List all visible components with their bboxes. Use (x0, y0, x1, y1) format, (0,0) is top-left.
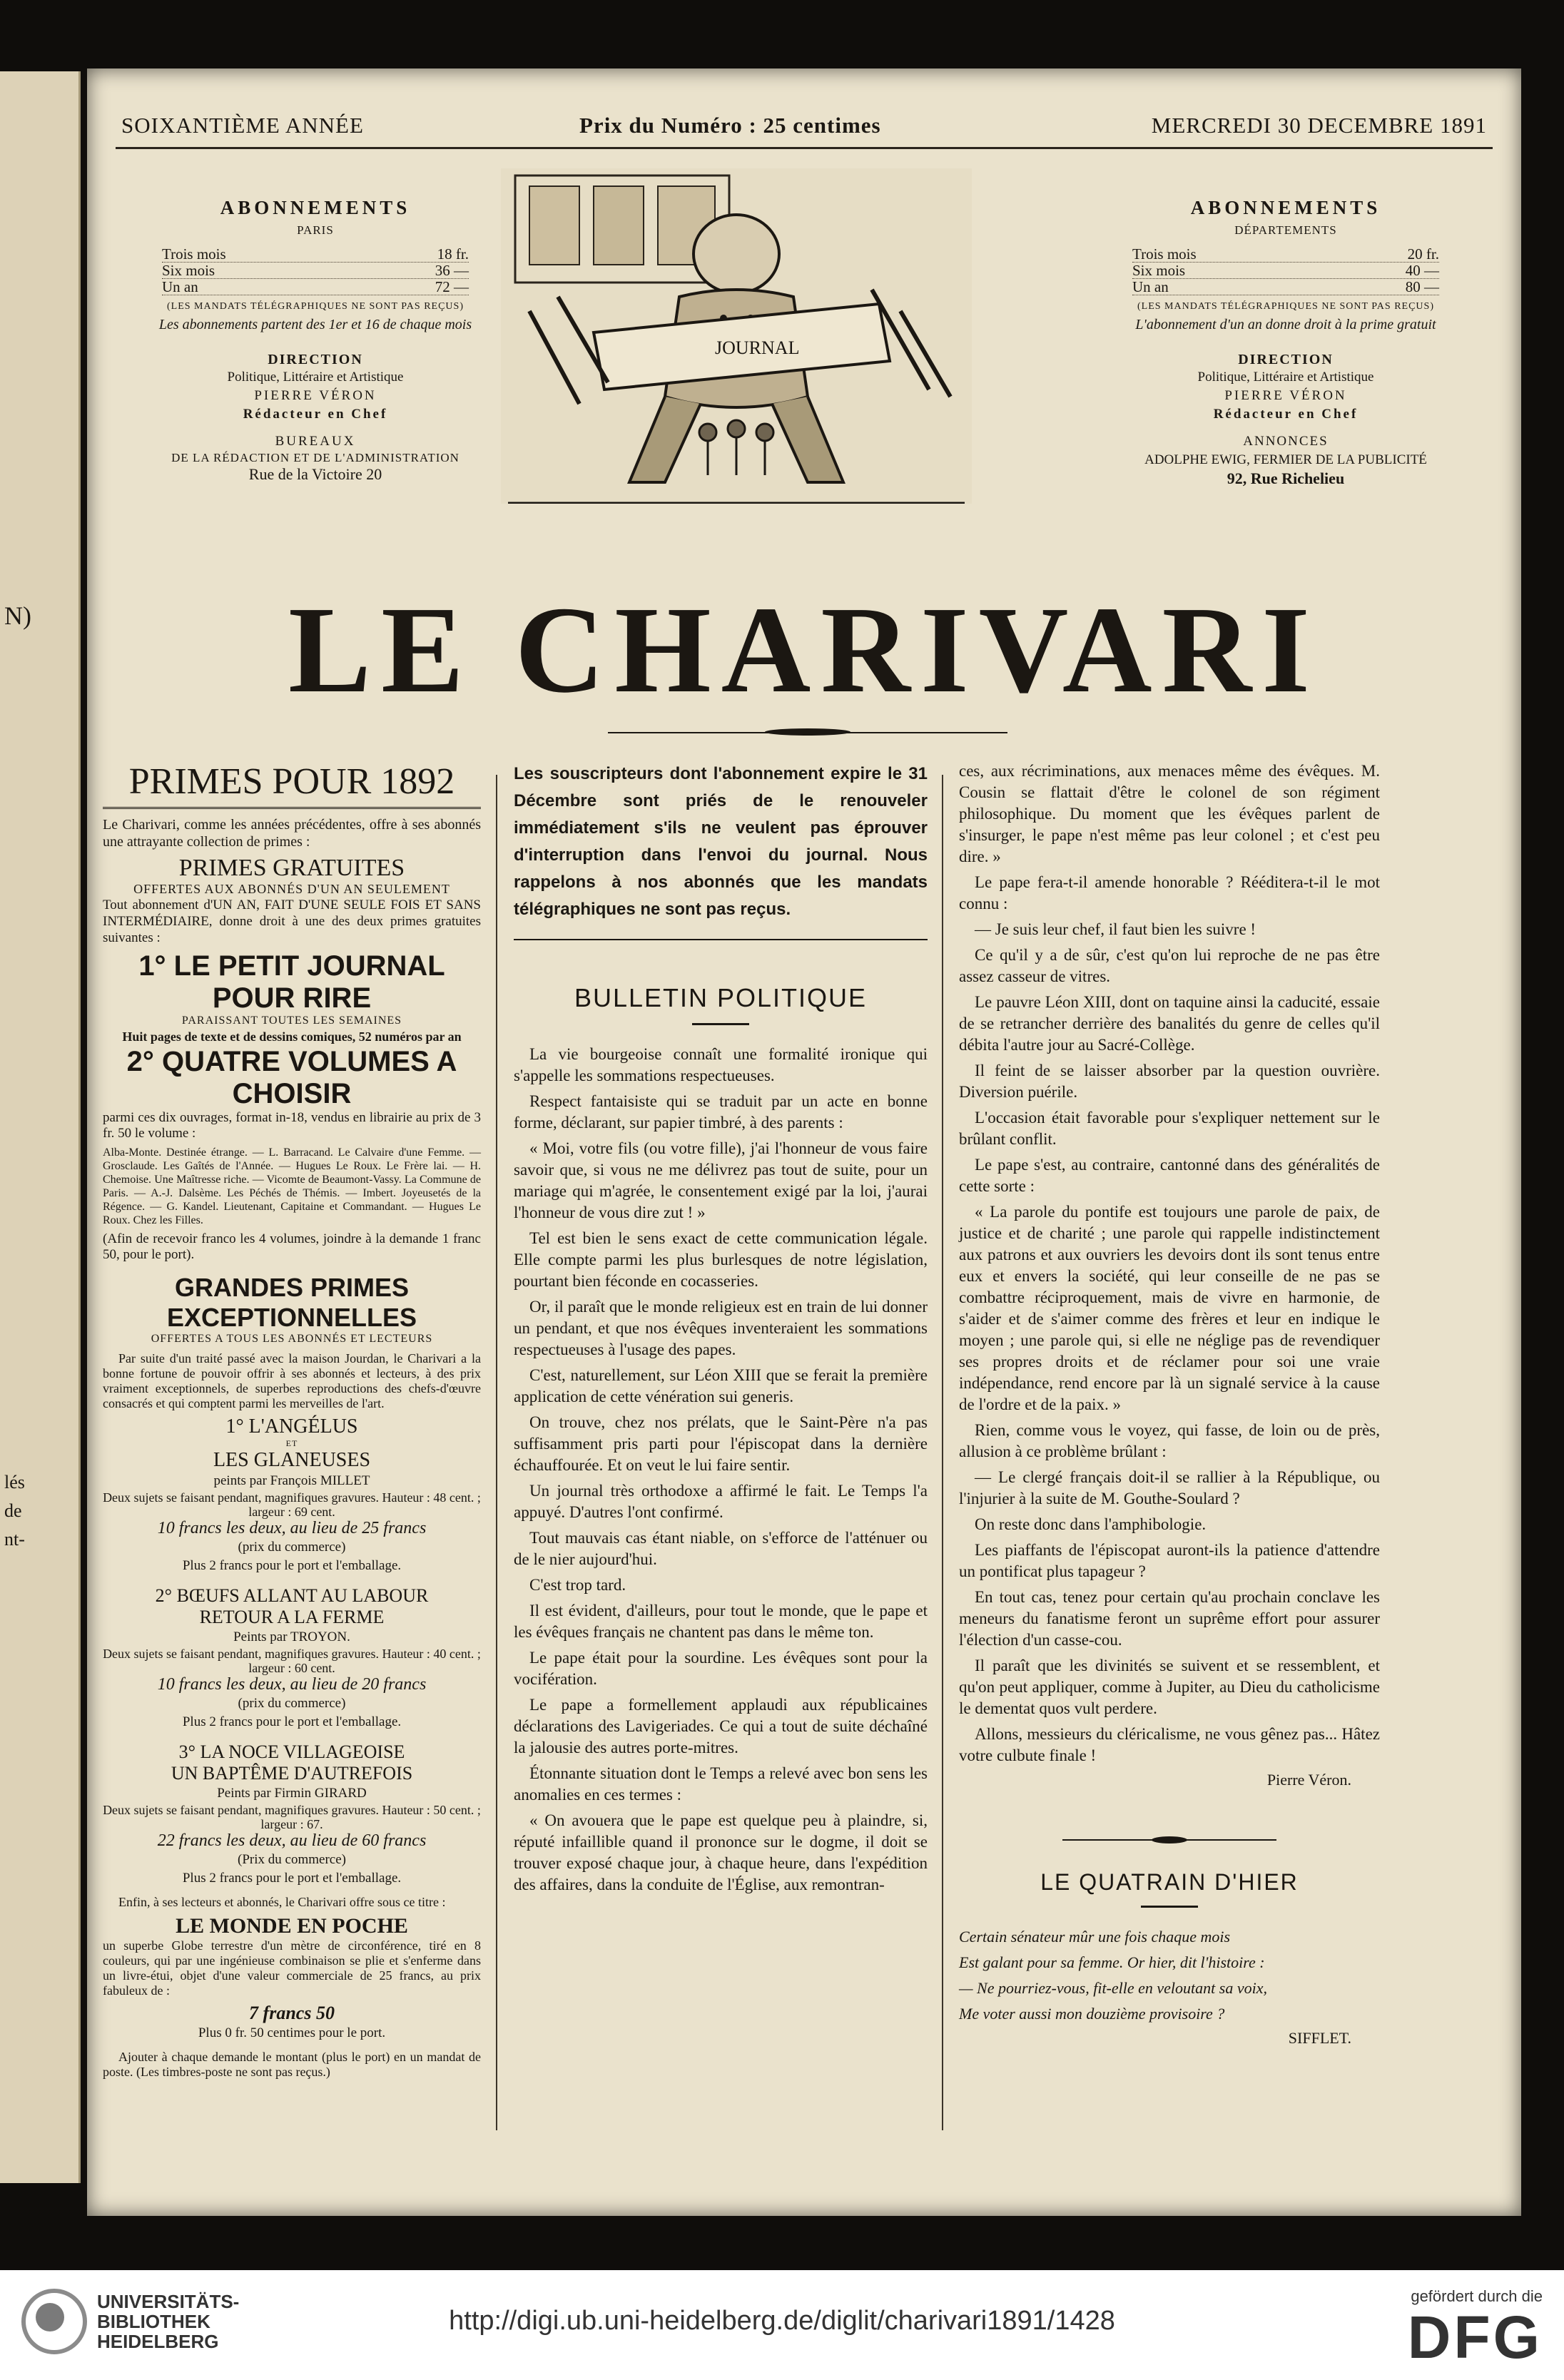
bureaux-title: BUREAUX (275, 434, 356, 449)
article-continuation-column (959, 761, 1380, 2048)
quatrain-signature: SIFFLET. (1288, 2029, 1351, 2047)
price-label: Prix du Numéro : 25 centimes (579, 113, 881, 138)
article-paragraph: Tout mauvais cas étant niable, on s'efforce de l'atténuer ou de le nier aujourd'hui. (514, 1529, 928, 1568)
article-paragraph: « Moi, votre fils (ou votre fille), j'ai l'honneur de vous faire savoir que, si vous ne me délivrez pas tout de suite, pour un mariage qui m'agrée, le consentement exigé par la loi, j'aurai l'honneur de vous dire zut ! » (514, 1139, 928, 1221)
article-paragraph: En tout cas, tenez pour certain qu'au prochain conclave les meneurs du fanatisme feront un suprême effort pour assurer l'élection d'un casse-cou. (959, 1588, 1380, 1649)
poem-line: — Ne pourriez-vous, fit-elle en veloutant sa voix, (959, 1979, 1267, 1997)
bureaux-subtitle: DE LA RÉDACTION ET DE L'ADMINISTRATION (171, 451, 459, 464)
annonces-address: 92, Rue Richelieu (1227, 469, 1345, 487)
masthead-title: LE CHARIVARI (288, 581, 1320, 718)
primes-intro: Le Charivari, comme les années précédentes, offre à ses abonnés une attrayante collection de primes : (103, 817, 481, 850)
rate-row: Six mois 40 — (1132, 262, 1439, 279)
permalink-url[interactable]: http://digi.ub.uni-heidelberg.de/diglit/charivari1891/1428 (449, 2306, 1115, 2336)
prime-2-title: 2° QUATRE VOLUMES A CHOISIR (126, 1046, 457, 1109)
renewal-notice (514, 761, 928, 940)
rate-row: Un an 80 — (1132, 278, 1439, 295)
retour-ferme-title: RETOUR A LA FERME (199, 1607, 385, 1627)
article-paragraph: Ce qu'il y a de sûr, c'est qu'on lui reproche de ne pas être assez casseur de vitres. (959, 946, 1380, 985)
angelus-price-note: (prix du commerce) (238, 1540, 346, 1555)
boeufs-port: Plus 2 francs pour le port et l'emballage. (182, 1714, 402, 1729)
poem-line: Est galant pour sa femme. Or hier, dit l'histoire : (959, 1953, 1265, 1971)
subscription-start-note: Les abonnements partent des 1er et 16 de chaque mois (158, 317, 472, 332)
article-paragraph: Allons, messieurs du cléricalisme, ne vous gênez pas... Hâtez votre culbute finale ! (959, 1725, 1380, 1764)
annual-prime-note: L'abonnement d'un an donne droit à la prime gratuit (1135, 317, 1436, 332)
angelus-description: Deux sujets se faisant pendant, magnifiques gravures. Hauteur : 48 cent. ; largeur : 69 cent. (103, 1490, 481, 1519)
library-name-line: UNIVERSITÄTS- (97, 2291, 240, 2312)
boeufs-price: 10 francs les deux, au lieu de 20 francs (157, 1675, 427, 1694)
caricature-illustration (501, 168, 972, 504)
library-name-line: BIBLIOTHEK (97, 2311, 210, 2332)
article-paragraph: Le pape s'est, au contraire, cantonné dans des généralités de cette sorte : (959, 1156, 1380, 1195)
boeufs-price-note: (prix du commerce) (238, 1696, 346, 1711)
angelus-author: peints par François MILLET (213, 1473, 370, 1488)
newspaper-page (87, 68, 1521, 2216)
rates-table (162, 246, 469, 295)
left-fragment: nt- (4, 1529, 25, 1550)
subscriptions-departements (1100, 197, 1471, 488)
article-paragraph: Le pape a formellement applaudi aux républicaines déclarations des Lavigeriades. Ce qui a tout de suite déchaîné la jalousie des autres porte-mitres. (514, 1696, 928, 1756)
article-paragraph: Le pape fera-t-il amende honorable ? Rééditera-t-il le mot connu : (959, 873, 1380, 912)
noce-port: Plus 2 francs pour le port et l'emballage. (182, 1871, 402, 1886)
article-paragraph: C'est trop tard. (529, 1576, 626, 1594)
section-ornament (1062, 1839, 1276, 1841)
quatrain-heading: LE QUATRAIN D'HIER (1040, 1869, 1299, 1895)
monde-port: Plus 0 fr. 50 centimes pour le port. (198, 2025, 386, 2040)
article-paragraph: Respect fantaisiste qui se traduit par un acte en bonne forme, déclarant, sur papier timbré, à des parents : (514, 1092, 928, 1131)
prime-1-description: Huit pages de texte et de dessins comiques, 52 numéros par an (122, 1029, 462, 1044)
monde-title: LE MONDE EN POCHE (176, 1914, 408, 1938)
prime-2-list: Alba-Monte. Destinée étrange. — L. Barracand. Le Calvaire d'une Femme. — Grosclaude. Les Gaîtés de l'Année. — Hugues Le Roux. Le Frère lai. — H. Chemoise. Une Maîtresse riche. — Vicomte de Beaumont-Vassy. La Commune de Paris. — A.-J. Dalsème. Les Péchés de Thémis. — Imbert. Joyeusetés de la Régence. — G. Kandel. Lieutenant, Capitaine et Commandant. — Hugues Le Roux. Chez les Filles. (103, 1146, 481, 1226)
monde-price: 7 francs 50 (249, 2003, 335, 2023)
boeufs-description: Deux sujets se faisant pendant, magnifiques gravures. Hauteur : 40 cent. ; largeur : 60 cent. (103, 1647, 481, 1675)
noce-description: Deux sujets se faisant pendant, magnifiques gravures. Hauteur : 50 cent. ; largeur : 67. (103, 1803, 481, 1831)
column-divider (942, 775, 943, 2130)
grandes-primes-subtitle: OFFERTES A TOUS LES ABONNÉS ET LECTEURS (151, 1333, 433, 1345)
grandes-primes-intro: Par suite d'un traité passé avec la maison Jourdan, le Charivari a la bonne fortune de pouvoir offrir à ses abonnés et lecteurs, à des prix vraiment exceptionnels, de superbes reproductions des chefs-d'œuvre consacrés et qui comptent parmi les merveilles de l'art. (103, 1351, 481, 1410)
prime-1-subtitle: PARAISSANT TOUTES LES SEMAINES (181, 1014, 402, 1027)
angelus-title: 1° L'ANGÉLUS (225, 1415, 358, 1438)
heading-rule (692, 1023, 749, 1025)
quatrain-poem (959, 1926, 1380, 2025)
dfg-wordmark: DFG (1407, 2304, 1543, 2371)
article-paragraph: La vie bourgeoise connaît une formalité ironique qui s'appelle les sommations respectueuses. (514, 1045, 928, 1084)
article-paragraph: C'est, naturellement, sur Léon XIII que se ferait la première application de cette vénération sui generis. (514, 1366, 928, 1405)
director-name: PIERRE VÉRON (1224, 388, 1347, 403)
article-paragraph: Le pauvre Léon XIII, dont on taquine ainsi la caducité, essaie de se retrancher derrière des banalités du genre de celles qu'il débita l'autre jour au Sacré-Collège. (959, 993, 1380, 1054)
article-paragraph: Un journal très orthodoxe a affirmé le fait. Le Temps l'a appuyé. D'autres l'ont confirmé. (514, 1482, 928, 1521)
prime-2-description: parmi ces dix ouvrages, format in-18, vendus en librairie au prix de 3 fr. 50 le volume : (103, 1110, 481, 1141)
bapteme-title: UN BAPTÊME D'AUTREFOIS (171, 1763, 413, 1784)
mandat-note: (LES MANDATS TÉLÉGRAPHIQUES NE SONT PAS REÇUS) (1137, 301, 1434, 312)
primes-column (103, 761, 481, 2084)
article-paragraph: — Le clergé français doit-il se rallier à la République, ou l'injurier à la suite de M. Gouthe-Soulard ? (959, 1468, 1380, 1507)
director-role: Rédacteur en Chef (243, 407, 388, 422)
primes-condition: Tout abonnement d'UN AN, FAIT D'UNE SEULE FOIS ET SANS INTERMÉDIAIRE, donne droit à une des deux primes gratuites suivantes : (103, 897, 481, 945)
poem-line: Me voter aussi mon douzième provisoire ? (959, 2005, 1225, 2023)
article-paragraph: L'occasion était favorable pour s'expliquer nettement sur le brûlant conflit. (959, 1109, 1380, 1148)
rate-row: Trois mois 18 fr. (162, 245, 469, 263)
article-paragraph: Or, il paraît que le monde religieux est en train de lui donner un pendant, et que nos évêques inventeraient les sommations respectueuses à l'usage des papes. (514, 1298, 928, 1358)
article-paragraph: ces, aux récriminations, aux menaces même des évêques. M. Cousin se flattait d'être le colonel de son régiment philosophique. Du moment que les évêques parlent de s'insurger, le pape n'est même pas leur colonel ; et c'est peu dire. » (959, 762, 1380, 865)
subscriptions-title: ABONNEMENTS (220, 197, 411, 218)
mandat-note: (LES MANDATS TÉLÉGRAPHIQUES NE SONT PAS REÇUS) (166, 301, 464, 312)
header-rule (116, 147, 1493, 149)
article-paragraph: On reste donc dans l'amphibologie. (975, 1515, 1207, 1533)
noce-title: 3° LA NOCE VILLAGEOISE (178, 1741, 405, 1762)
rates-table (1132, 246, 1439, 295)
bulletin-heading: BULLETIN POLITIQUE (574, 983, 868, 1012)
bulletin-column (514, 761, 928, 1900)
boeufs-author: Peints par TROYON. (233, 1629, 350, 1644)
bureaux-address: Rue de la Victoire 20 (248, 465, 382, 483)
boeufs-title: 2° BŒUFS ALLANT AU LABOUR (155, 1585, 429, 1606)
poem-line: Certain sénateur mûr une fois chaque mois (959, 1928, 1231, 1946)
angelus-price: 10 francs les deux, au lieu de 25 francs (157, 1519, 427, 1537)
dfg-logo[interactable] (1408, 2287, 1543, 2369)
article-paragraph: Tel est bien le sens exact de cette communication légale. Elle compte parmi les plus burlesques de notre législation, pourtant bien féconde en cocasseries. (514, 1229, 928, 1290)
noce-author: Peints par Firmin GIRARD (217, 1786, 367, 1801)
primes-gratuites-subtitle: OFFERTES AUX ABONNÉS D'UN AN SEULEMENT (133, 882, 450, 896)
subscriptions-zone: DÉPARTEMENTS (1234, 223, 1337, 237)
director-name: PIERRE VÉRON (254, 388, 377, 403)
article-signature: Pierre Véron. (1266, 1771, 1351, 1789)
noce-price-note: (Prix du commerce) (238, 1852, 346, 1867)
article-paragraph: « La parole du pontife est toujours une parole de paix, de justice et de charité ; une parole qui rappelle indistinctement aux patrons et aux ouvriers les devoirs dont ils sont tenus entre eux et envers la société, qui leur conseille de ne pas se combattre réciproquement, mais de vivre en harmonie, de s'aider et de s'aimer comme des frères et leur en indique le moyen ; une parole qui, si elle ne néglige pas de revendiquer ses propres droits et de réclamer pour soi une vraie indépendance, rend encore par là un signalé service à la cause de l'ordre et de la paix. » (959, 1203, 1380, 1413)
article-paragraph: Étonnante situation dont le Temps a relevé avec bon sens les anomalies en ces termes : (514, 1764, 928, 1804)
article-paragraph: « On avouera que le pape est quelque peu à plaindre, si, réputé infaillible quand il prononce sur le dogme, il doit se trouver exposé chaque jour, à chaque heure, dans l'expédition des affaires, dans la conduite de l'Église, aux remontran- (514, 1811, 928, 1893)
article-paragraph: Il paraît que les divinités se suivent et se ressemblent, et qu'on peut appliquer, comme à Jupiter, au Dieu du catholicisme le dementat quos vult perdere. (959, 1657, 1380, 1717)
digitization-footer (0, 2270, 1564, 2380)
left-fragment: de (4, 1500, 22, 1521)
rate-row: Trois mois 20 fr. (1132, 245, 1439, 263)
noce-price: 22 francs les deux, au lieu de 60 francs (157, 1831, 427, 1850)
funding-label: gefördert durch die (1411, 2287, 1543, 2305)
renewal-notice-text: Les souscripteurs dont l'abonnement expire le 31 Décembre sont priés de le renouveler immédiatement s'ils ne veulent pas éprouver d'interruption dans l'envoi du journal. Nous rappelons à nos abonnés que les mandats télégraphiques ne sont pas reçus. (514, 764, 928, 919)
previous-page-edge (0, 71, 81, 2183)
library-name-line: HEIDELBERG (97, 2331, 219, 2352)
primes-title: PRIMES POUR 1892 (103, 761, 481, 809)
left-fragment: N) (4, 601, 31, 630)
column-divider (496, 775, 497, 2130)
article-paragraph: On trouve, chez nos prélats, que le Saint-Père n'a pas suffisamment pris parti pour l'épiscopat dans la dernière échauffourée. Et on veut le lui faire sentir. (514, 1413, 928, 1474)
year-label: SOIXANTIÈME ANNÉE (121, 113, 364, 138)
prime-2-note: (Afin de recevoir franco les 4 volumes, joindre à la demande 1 franc 50, pour le port). (103, 1231, 481, 1262)
monde-description: un superbe Globe terrestre d'un mètre de circonférence, tiré en 8 couleurs, qui par une ingénieuse combinaison se plie et s'enferme dans un livre-étui, objet d'une valeur commerciale de 25 francs, au prix fabuleux de : (103, 1938, 481, 1998)
article-paragraph: Le pape était pour la sourdine. Les évêques sont pour la vocifération. (514, 1649, 928, 1688)
date-label: MERCREDI 30 DECEMBRE 1891 (1151, 113, 1487, 138)
primes-gratuites-title: PRIMES GRATUITES (178, 855, 405, 881)
article-paragraph: Il feint de se laisser absorber par la question ouvrière. Diversion puérile. (959, 1062, 1380, 1101)
annonces-title: ANNONCES (1243, 434, 1329, 449)
rate-row: Six mois 36 — (162, 262, 469, 279)
article-paragraph: Rien, comme vous le voyez, qui fasse, de loin ou de près, allusion à ce problème brûlant : (959, 1421, 1380, 1460)
illustration-journal-label: JOURNAL (715, 337, 800, 358)
grandes-primes-title: GRANDES PRIMES EXCEPTIONNELLES (166, 1273, 417, 1332)
direction-subtitle: Politique, Littéraire et Artistique (227, 370, 404, 385)
subscriptions-zone: PARIS (297, 223, 334, 237)
prime-1-title: 1° LE PETIT JOURNAL POUR RIRE (138, 950, 445, 1014)
direction-subtitle: Politique, Littéraire et Artistique (1197, 370, 1374, 385)
director-role: Rédacteur en Chef (1213, 407, 1359, 422)
annonces-name: ADOLPHE EWIG, FERMIER DE LA PUBLICITÉ (1144, 452, 1427, 467)
angelus-port: Plus 2 francs pour le port et l'emballage. (182, 1558, 402, 1573)
direction-title: DIRECTION (1238, 352, 1334, 367)
order-note: Ajouter à chaque demande le montant (plus le port) en un mandat de poste. (Les timbres-poste ne sont pas reçus.) (103, 2050, 481, 2079)
et-label: ET (285, 1438, 298, 1448)
article-paragraph: Les piaffants de l'épiscopat auront-ils la patience d'attendre un pontificat plus tapageur ? (959, 1541, 1380, 1580)
article-paragraph: — Je suis leur chef, il faut bien les suivre ! (975, 920, 1256, 938)
direction-title: DIRECTION (268, 352, 363, 367)
masthead-ornament (608, 731, 1007, 735)
subscriptions-paris (130, 197, 501, 484)
heading-rule (1141, 1906, 1198, 1908)
subscriptions-title: ABONNEMENTS (1190, 197, 1381, 218)
glaneuses-title: LES GLANEUSES (213, 1449, 371, 1471)
article-paragraph: Il est évident, d'ailleurs, pour tout le monde, que le pape et les évêques français ne chantent pas dans le même ton. (514, 1602, 928, 1641)
monde-intro: Enfin, à ses lecteurs et abonnés, le Charivari offre sous ce titre : (118, 1895, 446, 1909)
rate-row: Un an 72 — (162, 278, 469, 295)
left-fragment: lés (4, 1472, 25, 1492)
